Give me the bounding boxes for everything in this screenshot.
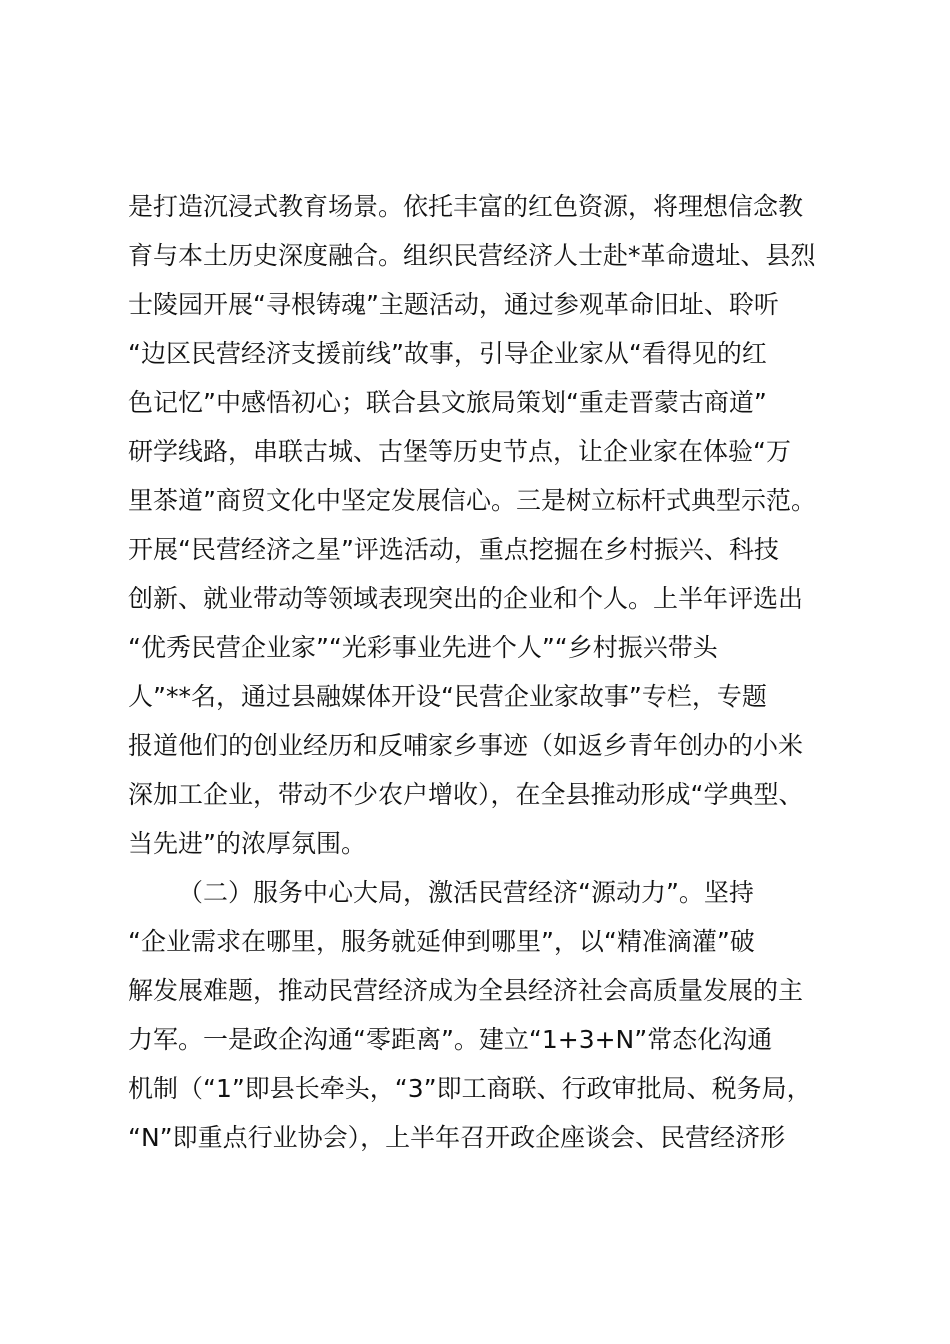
text-line: 解发展难题，推动民营经济成为全县经济社会高质量发展的主 [128, 976, 804, 1005]
text-line: “优秀民营企业家”“光彩事业先进个人”“乡村振兴带头 [128, 633, 718, 662]
text-line: 育与本土历史深度融合。组织民营经济人士赴*革命遗址、县烈 [128, 241, 816, 270]
text-line: 深加工企业，带动不少农户增收），在全县推动形成“学典型、 [128, 780, 804, 809]
text-line: 士陵园开展“寻根铸魂”主题活动，通过参观革命旧址、聆听 [128, 290, 779, 319]
text-line: 研学线路，串联古城、古堡等历史节点，让企业家在体验“万 [128, 437, 791, 466]
text-line: “企业需求在哪里，服务就延伸到哪里”，以“精准滴灌”破 [128, 927, 755, 956]
text-line: 里茶道”商贸文化中坚定发展信心。三是树立标杆式典型示范。 [128, 486, 816, 515]
text-line: 当先进”的浓厚氛围。 [128, 829, 366, 858]
text-line: 是打造沉浸式教育场景。依托丰富的红色资源，将理想信念教 [128, 192, 804, 221]
text-line: 机制（“1”即县长牵头，“3”即工商联、行政审批局、税务局， [128, 1074, 812, 1103]
body-text [128, 182, 848, 1162]
text-line: （二）服务中心大局，激活民营经济“源动力”。坚持 [178, 878, 754, 907]
text-line: 色记忆”中感悟初心；联合县文旅局策划“重走晋蒙古商道” [128, 388, 767, 417]
text-line: 开展“民营经济之星”评选活动，重点挖掘在乡村振兴、科技 [128, 535, 779, 564]
text-line: 报道他们的创业经历和反哺家乡事迹（如返乡青年创办的小米 [128, 731, 804, 760]
text-line: 人”**名，通过县融媒体开设“民营企业家故事”专栏，专题 [128, 682, 767, 711]
text-line: 力军。一是政企沟通“零距离”。建立“1+3+N”常态化沟通 [128, 1025, 773, 1054]
text-line: “N”即重点行业协会），上半年召开政企座谈会、民营经济形 [128, 1123, 786, 1152]
text-line: “边区民营经济支援前线”故事，引导企业家从“看得见的红 [128, 339, 767, 368]
text-line: 创新、就业带动等领域表现突出的企业和个人。上半年评选出 [128, 584, 804, 613]
